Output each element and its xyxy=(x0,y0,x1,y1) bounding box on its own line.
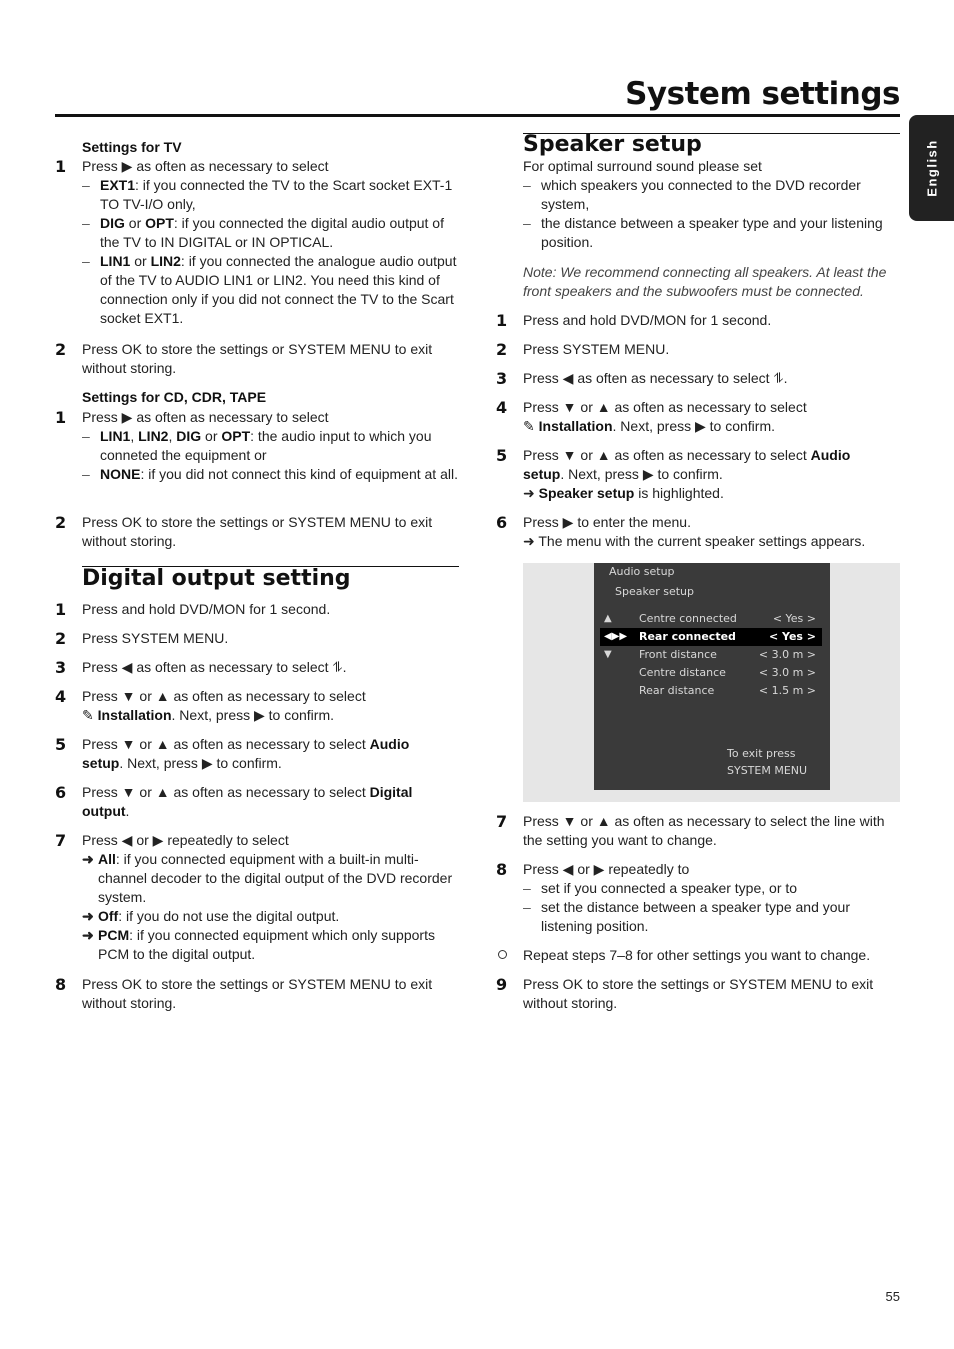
digital-step-4: 4 Press ▼ or ▲ as often as necessary to select ✎ Installation. Next, press ▶ to confirm. xyxy=(55,687,459,725)
list-item: – set the distance between a speaker type and your listening position. xyxy=(523,898,900,936)
step-number: 7 xyxy=(496,812,508,831)
list-item: – LIN1, LIN2, DIG or OPT: the audio input to which you conneted the equipment or xyxy=(82,427,459,465)
step-number: 7 xyxy=(55,831,67,850)
step-text: Repeat steps 7–8 for other settings you want to change. xyxy=(523,947,871,963)
digital-step-2 xyxy=(55,629,459,648)
step-number: 8 xyxy=(55,975,67,994)
digital-step-3 xyxy=(55,658,459,677)
speaker-step-7 xyxy=(496,812,900,850)
digital-step-6: 6 Press ▼ or ▲ as often as necessary to select Digital output. xyxy=(55,783,413,819)
digital-step-5: 5 Press ▼ or ▲ as often as necessary to select Audio setup. Next, press ▶ to confirm. xyxy=(55,735,410,771)
cd-settings-heading: Settings for CD, CDR, TAPE xyxy=(82,389,267,405)
step-text: Press and hold DVD/MON for 1 second. xyxy=(523,312,772,328)
list-item: – DIG or OPT: if you connected the digital audio output of the TV to IN DIGITAL or IN OPTICAL. xyxy=(82,214,459,252)
menu-subtitle: Speaker setup xyxy=(615,585,695,598)
exit-hint: To exit press xyxy=(727,747,796,760)
step-number: 2 xyxy=(55,340,67,359)
tv-step-2 xyxy=(55,340,459,378)
step-text: Press SYSTEM MENU. xyxy=(523,341,670,357)
step-number: 1 xyxy=(55,157,67,176)
up-arrow-icon: ▲ xyxy=(604,613,612,624)
tv-screen xyxy=(594,563,830,790)
wrench-icon: ✎ xyxy=(523,418,535,434)
arrow-icon: ➜ xyxy=(523,533,535,549)
step-number: 6 xyxy=(496,513,508,532)
step-number: 9 xyxy=(496,975,508,994)
step-text: Press ▼ or ▲ as often as necessary to select xyxy=(523,399,807,415)
step-number: 1 xyxy=(55,600,67,619)
digital-step-1 xyxy=(55,600,459,619)
digital-step-8 xyxy=(55,975,459,1013)
speaker-step-1 xyxy=(496,311,900,330)
menu-row-selected: ◀▶▶ Rear connected < Yes > xyxy=(600,628,822,646)
title-rule xyxy=(55,114,900,117)
result-item: ➜ Speaker setup is highlighted. xyxy=(523,485,724,501)
step-number: 2 xyxy=(496,340,508,359)
step-text: Press ◀ as often as necessary to select ⥮. xyxy=(82,659,347,675)
speaker-note: Note: We recommend connecting all speakers. At least the front speakers and the subwoofers must be connected. xyxy=(523,264,887,299)
down-arrow-icon: ▼ xyxy=(604,649,612,660)
result-item: ➜ PCM: if you connected equipment which only supports PCM to the digital output. xyxy=(82,927,435,962)
tv-settings-heading: Settings for TV xyxy=(82,139,182,155)
step-number: 5 xyxy=(496,446,508,465)
exit-hint-key: SYSTEM MENU xyxy=(727,764,808,777)
list-item: – which speakers you connected to the DVD recorder system, xyxy=(523,176,900,214)
speaker-step-8 xyxy=(496,860,900,936)
menu-row: ▲ Centre connected < Yes > xyxy=(604,612,816,625)
speaker-intro: For optimal surround sound please set – which speakers you connected to the DVD recorder system, – the distance between a speaker type and your listening position. xyxy=(496,157,900,252)
list-item: – NONE: if you did not connect this kind of equipment at all. xyxy=(82,465,459,484)
arrow-icon: ➜ xyxy=(82,851,94,867)
repeat-step xyxy=(496,946,900,965)
step-number: 4 xyxy=(55,687,67,706)
menu-row: Rear distance < 1.5 m > xyxy=(639,684,816,697)
speaker-step-2 xyxy=(496,340,900,359)
circle-bullet-icon xyxy=(498,950,507,959)
step-text: Press OK to store the settings or SYSTEM MENU to exit without storing. xyxy=(523,976,874,1011)
step-text: Press ▼ or ▲ as often as necessary to select the line with the setting you want to change. xyxy=(523,813,885,848)
step-number: 5 xyxy=(55,735,67,754)
step-number: 2 xyxy=(55,513,67,532)
step-number: 1 xyxy=(496,311,508,330)
menu-row: ▼ Front distance < 3.0 m > xyxy=(604,648,816,661)
menu-title: Audio setup xyxy=(609,565,675,578)
step-number: 3 xyxy=(496,369,508,388)
list-item: – EXT1: if you connected the TV to the Scart socket EXT-1 TO TV-I/O only, xyxy=(82,176,459,214)
step-number: 4 xyxy=(496,398,508,417)
step-text: Press SYSTEM MENU. xyxy=(82,630,229,646)
wrench-icon: ✎ xyxy=(82,707,94,723)
language-tab-label: English xyxy=(924,139,939,197)
step-text: Press ◀ or ▶ repeatedly to xyxy=(523,861,690,877)
step-text: Press ▶ to enter the menu. xyxy=(523,514,691,530)
list-item: – LIN1 or LIN2: if you connected the analogue audio output of the TV to AUDIO LIN1 or LIN2. You need this kind of connection only if you did not connect the TV to the Scart socket EXT1. xyxy=(82,252,459,328)
menu-row: Centre distance < 3.0 m > xyxy=(639,666,816,679)
language-tab xyxy=(909,115,954,221)
step-text: Press ◀ or ▶ repeatedly to select xyxy=(82,832,289,848)
result-item: ➜ All: if you connected equipment with a built-in multi-channel decoder to the digital output of the DVD recorder system. xyxy=(82,851,453,905)
step-number: 8 xyxy=(496,860,508,879)
digital-step-7 xyxy=(55,831,459,964)
menu-screenshot xyxy=(523,563,900,802)
arrow-icon: ➜ xyxy=(82,908,94,924)
speaker-setup-title: Speaker setup xyxy=(523,132,702,157)
step-text: Press OK to store the settings or SYSTEM MENU to exit without storing. xyxy=(82,514,433,549)
arrow-icon: ➜ xyxy=(82,927,94,943)
speaker-step-5: 5 Press ▼ or ▲ as often as necessary to select Audio setup. Next, press ▶ to confirm. ➜ Speaker setup is highlighted. xyxy=(496,446,900,503)
digital-output-title: Digital output setting xyxy=(82,566,351,591)
step-number: 3 xyxy=(55,658,67,677)
list-item: – set if you connected a speaker type, or to xyxy=(523,879,900,898)
cd-step-2 xyxy=(55,513,459,551)
step-text: Press OK to store the settings or SYSTEM MENU to exit without storing. xyxy=(82,976,433,1011)
step-number: 1 xyxy=(55,408,67,427)
speaker-step-6 xyxy=(496,513,900,551)
result-item: ➜ Off: if you do not use the digital output. xyxy=(82,908,340,924)
left-right-arrow-icon: ◀▶▶ xyxy=(604,631,628,642)
list-item: – the distance between a speaker type and your listening position. xyxy=(523,214,900,252)
step-number: 6 xyxy=(55,783,67,802)
arrow-icon: ➜ xyxy=(523,485,535,501)
cd-step-1 xyxy=(55,408,459,484)
step-text: Press and hold DVD/MON for 1 second. xyxy=(82,601,331,617)
tv-step-1 xyxy=(55,157,459,328)
result-item: ➜ The menu with the current speaker settings appears. xyxy=(523,533,866,549)
page-title: System settings xyxy=(625,76,900,112)
step-text: Press ◀ as often as necessary to select ⥮. xyxy=(523,370,788,386)
step-text: Press ▶ as often as necessary to select xyxy=(82,158,329,174)
step-text: Press ▼ or ▲ as often as necessary to select xyxy=(82,688,366,704)
speaker-step-3 xyxy=(496,369,900,388)
step-text: Press OK to store the settings or SYSTEM MENU to exit without storing. xyxy=(82,341,433,376)
step-text: Press ▶ as often as necessary to select xyxy=(82,409,329,425)
step-number: 2 xyxy=(55,629,67,648)
speaker-step-4: 4 Press ▼ or ▲ as often as necessary to select ✎ Installation. Next, press ▶ to confirm. xyxy=(496,398,900,436)
page-number: 55 xyxy=(885,1289,900,1304)
speaker-step-9 xyxy=(496,975,900,1013)
